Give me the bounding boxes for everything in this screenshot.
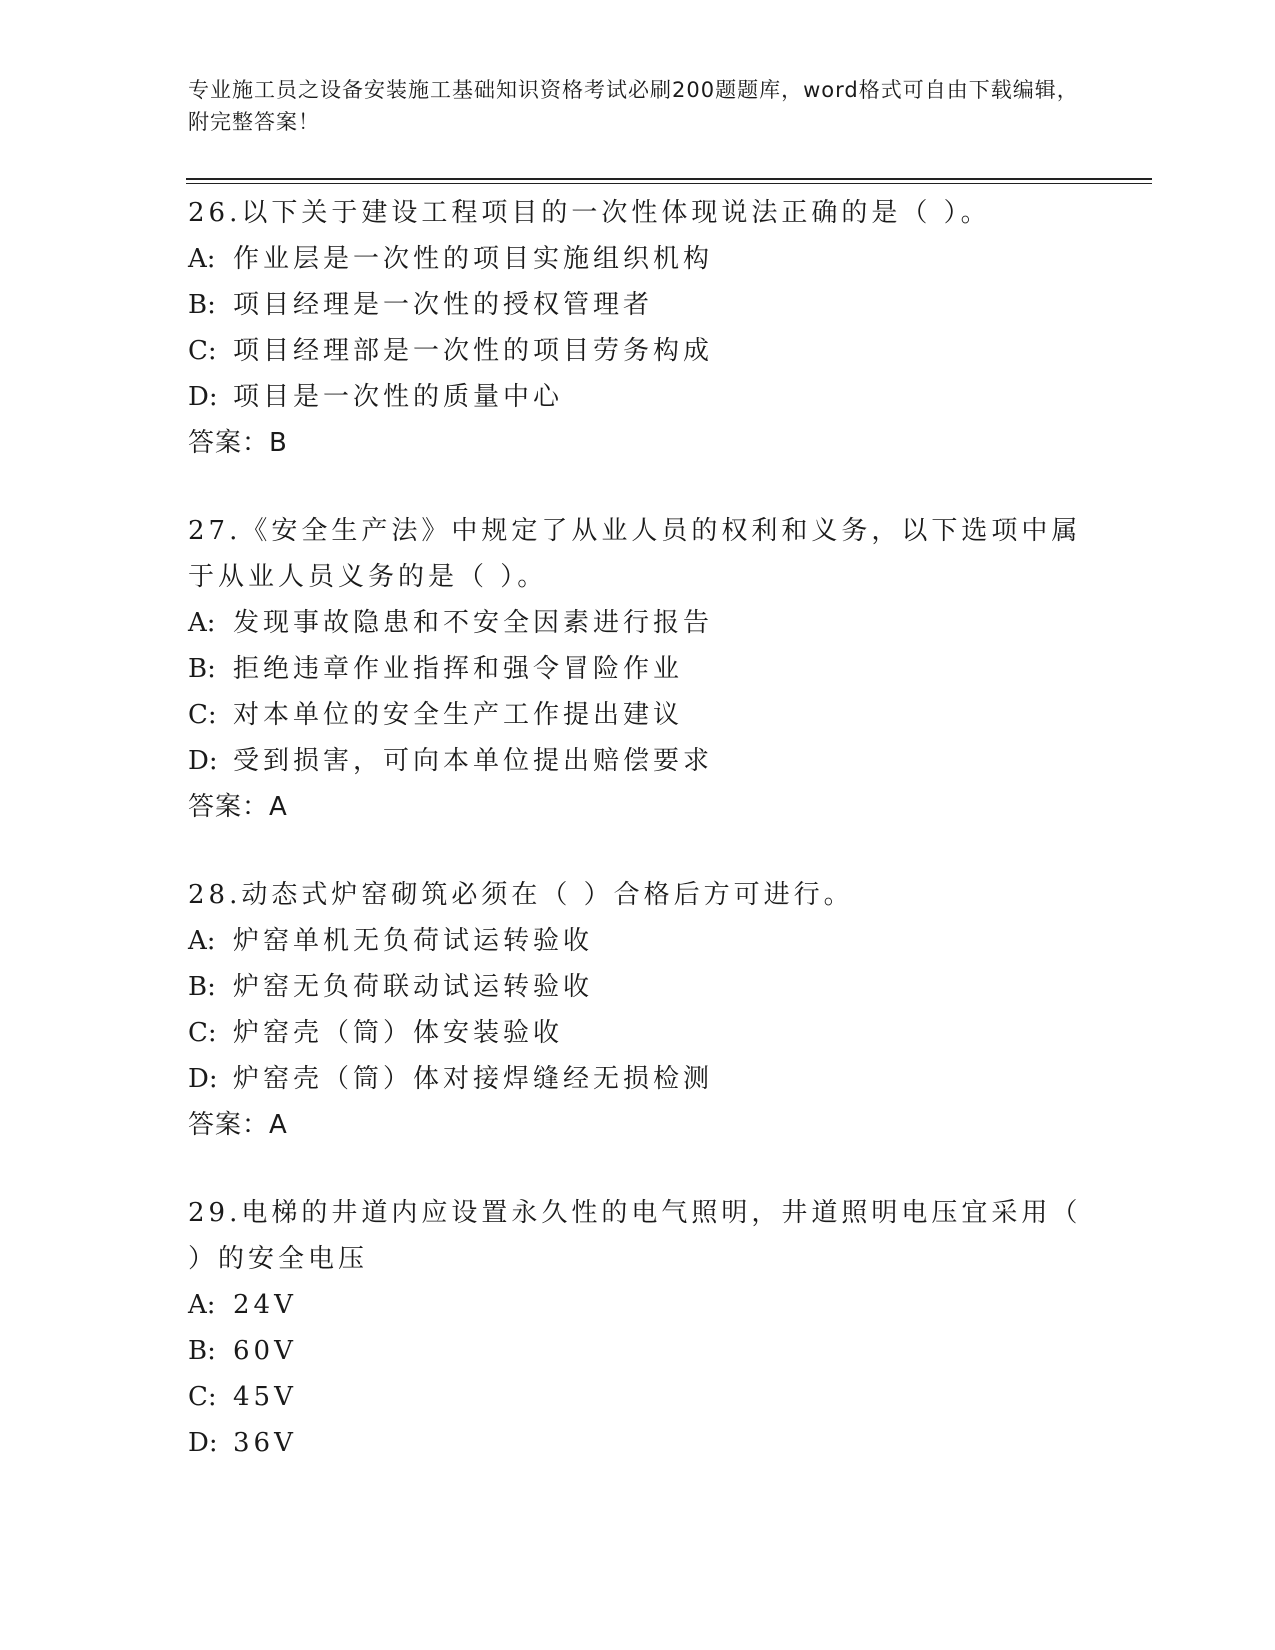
option-label: C: bbox=[188, 336, 217, 366]
option-d bbox=[188, 1420, 1088, 1466]
option-text: 炉窑无负荷联动试运转验收 bbox=[233, 972, 594, 1002]
option-c bbox=[188, 1374, 1088, 1420]
option-text: 发现事故隐患和不安全因素进行报告 bbox=[233, 608, 714, 638]
question-stem: 26.以下关于建设工程项目的一次性体现说法正确的是（ ）。 bbox=[188, 198, 991, 228]
option-label: B: bbox=[188, 1336, 216, 1366]
question-28 bbox=[188, 872, 1088, 1148]
option-text: 炉窑单机无负荷试运转验收 bbox=[233, 926, 594, 956]
option-d bbox=[188, 374, 1088, 420]
option-label: A: bbox=[188, 244, 216, 274]
option-label: B: bbox=[188, 290, 216, 320]
option-label: A: bbox=[188, 926, 216, 956]
answer-line: 答案：B bbox=[188, 428, 288, 458]
option-text: 拒绝违章作业指挥和强令冒险作业 bbox=[233, 654, 684, 684]
option-d bbox=[188, 738, 1088, 784]
option-text: 对本单位的安全生产工作提出建议 bbox=[233, 700, 684, 730]
option-a bbox=[188, 236, 1088, 282]
option-label: D: bbox=[188, 1064, 218, 1094]
option-label: D: bbox=[188, 746, 218, 776]
option-label: C: bbox=[188, 700, 217, 730]
option-a bbox=[188, 918, 1088, 964]
option-text: 作业层是一次性的项目实施组织机构 bbox=[233, 244, 714, 274]
header-rule-thin bbox=[186, 183, 1152, 184]
option-text: 炉窑壳（筒）体对接焊缝经无损检测 bbox=[233, 1064, 714, 1094]
option-b bbox=[188, 964, 1088, 1010]
option-c bbox=[188, 692, 1088, 738]
option-a bbox=[188, 1282, 1088, 1328]
question-stem: 29.电梯的井道内应设置永久性的电气照明，井道照明电压宜采用（ ）的安全电压 bbox=[188, 1198, 1082, 1274]
question-stem: 28.动态式炉窑砌筑必须在（ ）合格后方可进行。 bbox=[188, 880, 854, 910]
option-label: D: bbox=[188, 382, 218, 412]
header-rule-thick bbox=[186, 178, 1152, 180]
answer-line: 答案：A bbox=[188, 792, 288, 822]
option-text: 60V bbox=[233, 1336, 297, 1366]
question-stem: 27.《安全生产法》中规定了从业人员的权利和义务，以下选项中属于从业人员义务的是（ ）。 bbox=[188, 516, 1082, 592]
option-text: 项目经理部是一次性的项目劳务构成 bbox=[233, 336, 714, 366]
option-label: B: bbox=[188, 654, 216, 684]
option-text: 受到损害，可向本单位提出赔偿要求 bbox=[233, 746, 714, 776]
option-label: C: bbox=[188, 1018, 217, 1048]
option-text: 炉窑壳（筒）体安装验收 bbox=[233, 1018, 564, 1048]
option-label: C: bbox=[188, 1382, 217, 1412]
option-text: 36V bbox=[233, 1428, 297, 1458]
option-label: B: bbox=[188, 972, 216, 1002]
option-a bbox=[188, 600, 1088, 646]
document-header: 专业施工员之设备安装施工基础知识资格考试必刷200题题库，word格式可自由下载编辑，附完整答案！ bbox=[188, 78, 1079, 134]
option-c bbox=[188, 1010, 1088, 1056]
question-27 bbox=[188, 508, 1088, 830]
option-c bbox=[188, 328, 1088, 374]
answer-line: 答案：A bbox=[188, 1110, 288, 1140]
question-list bbox=[188, 190, 1088, 1508]
option-text: 项目经理是一次性的授权管理者 bbox=[233, 290, 654, 320]
question-29 bbox=[188, 1190, 1088, 1466]
option-text: 项目是一次性的质量中心 bbox=[233, 382, 564, 412]
option-label: A: bbox=[188, 1290, 216, 1320]
option-label: A: bbox=[188, 608, 216, 638]
question-26 bbox=[188, 190, 1088, 466]
option-b bbox=[188, 646, 1088, 692]
option-d bbox=[188, 1056, 1088, 1102]
option-b bbox=[188, 1328, 1088, 1374]
option-label: D: bbox=[188, 1428, 218, 1458]
option-b bbox=[188, 282, 1088, 328]
option-text: 24V bbox=[233, 1290, 297, 1320]
option-text: 45V bbox=[233, 1382, 297, 1412]
